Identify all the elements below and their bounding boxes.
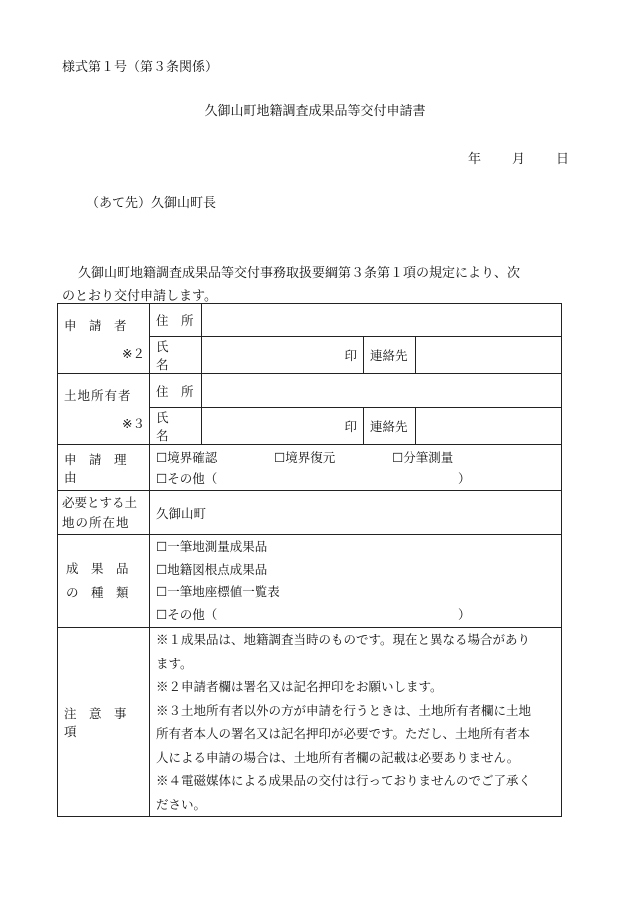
reason-option-boundary-restore[interactable]: ☐境界復元 <box>274 449 336 465</box>
intro-line-1: 久御山町地籍調査成果品等交付事務取扱要綱第３条第１項の規定により、次 <box>78 266 521 281</box>
application-form-table <box>57 303 562 817</box>
landowner-note: ※３ <box>122 416 145 431</box>
date-year: 年 <box>468 152 482 167</box>
location-label-cell <box>58 491 150 535</box>
landowner-contact-input[interactable] <box>416 408 562 445</box>
landowner-label-cell <box>58 374 150 445</box>
reason-option-other[interactable]: ☐その他（ <box>156 470 218 486</box>
reason-option-subdivision-survey[interactable]: ☐分筆測量 <box>392 449 454 465</box>
applicant-contact-input[interactable] <box>416 337 562 374</box>
applicant-address-input[interactable] <box>202 304 562 337</box>
products-label-line2: の 種 類 <box>66 585 129 600</box>
note-line: ます。 <box>156 655 193 671</box>
note-line: 所有者本人の署名又は記名押印が必要です。ただし、土地所有者本 <box>156 726 531 741</box>
document-title: 久御山町地籍調査成果品等交付申請書 <box>204 104 426 119</box>
product-option-other[interactable]: ☐その他（ <box>156 606 218 622</box>
products-options <box>150 535 562 628</box>
location-label-line1: 必要とする土 <box>62 494 138 510</box>
note-line: ださい。 <box>156 796 207 812</box>
location-value[interactable]: 久御山町 <box>150 491 562 535</box>
products-label-line1: 成 果 品 <box>66 561 129 576</box>
product-option-parcel-survey[interactable]: ☐一筆地測量成果品 <box>156 539 268 554</box>
landowner-name-label: 氏 名 <box>150 408 202 445</box>
intro-line-2: のとおり交付申請します。 <box>62 289 217 304</box>
addressee: （あて先）久御山町長 <box>86 196 217 211</box>
form-number: 様式第１号（第３条関係） <box>62 60 219 75</box>
applicant-label: 申 請 者 <box>64 317 127 333</box>
note-line: ※４電磁媒体による成果品の交付は行っておりませんのでご了承く <box>156 773 532 788</box>
applicant-name-input[interactable] <box>202 337 364 374</box>
reason-label: 申 請 理 由 <box>58 445 150 491</box>
note-line: ※３土地所有者以外の方が申請を行うときは、土地所有者欄に土地 <box>156 702 532 718</box>
products-label-cell <box>58 535 150 628</box>
applicant-address-label: 住 所 <box>150 304 202 337</box>
product-option-control-point[interactable]: ☐地籍図根点成果品 <box>156 561 268 577</box>
product-other-close: ） <box>458 606 471 622</box>
landowner-name-input[interactable] <box>202 408 364 445</box>
applicant-contact-label: 連絡先 <box>364 337 416 374</box>
date-day: 日 <box>556 152 570 167</box>
landowner-address-label: 住 所 <box>150 374 202 408</box>
reason-options <box>150 445 562 491</box>
seal-mark: 印 <box>344 348 357 363</box>
applicant-label-cell <box>58 304 150 374</box>
landowner-contact-label: 連絡先 <box>364 408 416 445</box>
date-month: 月 <box>512 152 526 167</box>
notes-content <box>150 628 562 817</box>
seal-mark: 印 <box>344 419 357 434</box>
note-line: 人による申請の場合は、土地所有者欄の記載は必要ありません。 <box>156 749 520 765</box>
note-line: ※１成果品は、地籍調査当時のものです。現在と異なる場合があり <box>156 632 531 647</box>
product-option-coordinate-list[interactable]: ☐一筆地座標値一覧表 <box>156 584 280 599</box>
reason-option-boundary-check[interactable]: ☐境界確認 <box>156 449 218 465</box>
landowner-label: 土地所有者 <box>64 388 132 403</box>
applicant-name-label: 氏 名 <box>150 337 202 374</box>
reason-other-close: ） <box>458 470 471 486</box>
applicant-note: ※２ <box>122 345 145 361</box>
landowner-address-input[interactable] <box>202 374 562 408</box>
notes-label: 注 意 事 項 <box>58 628 150 817</box>
note-line: ※２申請者欄は署名又は記名押印をお願いします。 <box>156 679 443 694</box>
location-label-line2: 地の所在地 <box>62 514 130 530</box>
